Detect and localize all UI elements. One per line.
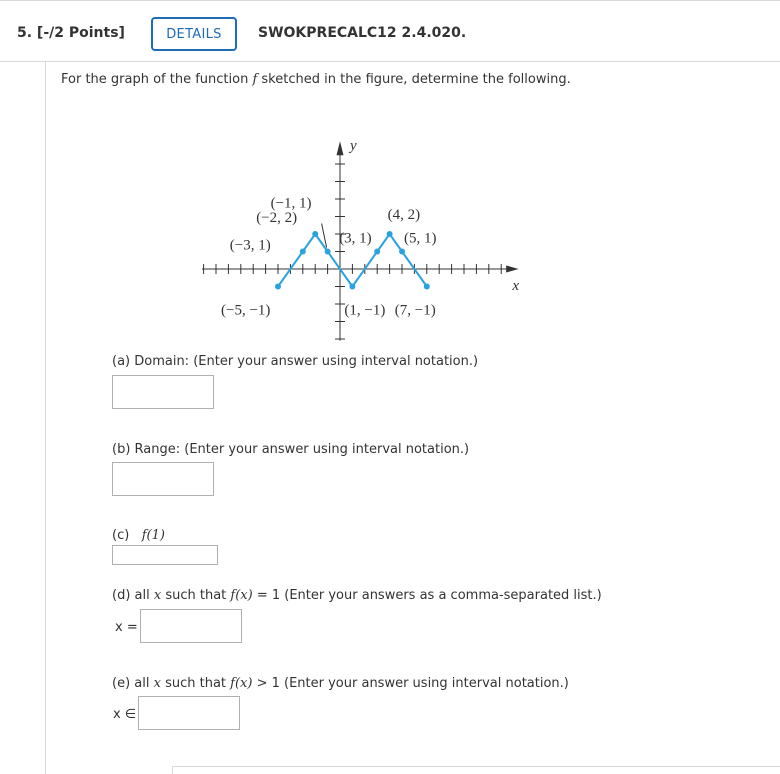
- point-label: (5, 1): [404, 230, 437, 247]
- details-button[interactable]: DETAILS: [151, 17, 237, 51]
- graph-point: [424, 284, 430, 290]
- question-header: [0, 0, 780, 62]
- point-label: (4, 2): [387, 207, 421, 223]
- next-question-edge: [172, 766, 780, 774]
- graph-segment: [377, 234, 389, 252]
- part-e-prefix: (e) all: [112, 676, 154, 691]
- part-d-label: [112, 588, 602, 603]
- prompt-function-name: f: [252, 72, 258, 87]
- part-e-input-prefix: x ∈: [113, 707, 137, 722]
- prompt-text-before: For the graph of the function: [61, 72, 253, 87]
- graph-point-labels: [221, 196, 437, 319]
- graph-point: [387, 231, 393, 237]
- part-c-label: [112, 528, 165, 543]
- point-label: (3, 1): [339, 230, 372, 247]
- graph-point: [374, 249, 380, 255]
- range-input[interactable]: [112, 462, 214, 496]
- question-number: 5. [-/2 Points]: [17, 25, 125, 41]
- part-e-func: f(x): [230, 676, 253, 691]
- graph-point: [325, 249, 331, 255]
- part-d-prefix: (d) all: [112, 588, 154, 603]
- domain-input[interactable]: [112, 375, 214, 409]
- f-greater-1-input[interactable]: [138, 696, 240, 730]
- graph-segment: [303, 234, 315, 252]
- prompt-text-after: sketched in the figure, determine the following.: [257, 72, 571, 87]
- part-d-var: x: [153, 588, 162, 603]
- part-a-label: (a) Domain: (Enter your answer using interval notation.): [112, 354, 479, 369]
- part-e-label: [112, 676, 569, 691]
- part-c-prefix: (c): [112, 528, 130, 543]
- graph-point: [275, 284, 281, 290]
- part-e-var: x: [153, 676, 161, 691]
- f-equals-1-input[interactable]: [140, 609, 242, 643]
- problem-code: SWOKPRECALC12 2.4.020.: [258, 25, 467, 41]
- part-e-mid: such that: [160, 676, 231, 691]
- question-prompt: [61, 72, 571, 87]
- graph-point: [349, 284, 355, 290]
- part-d-mid: such that: [161, 588, 231, 603]
- point-label: (7, −1): [394, 302, 436, 319]
- part-c-function: f(1): [141, 528, 165, 543]
- part-d-func: f(x): [230, 588, 253, 603]
- point-label: (1, −1): [344, 302, 386, 319]
- point-label: (−5, −1): [221, 302, 271, 319]
- point-label: (−1, 1): [270, 195, 312, 212]
- x-axis-label: x: [512, 278, 520, 294]
- point-label: (−2, 2): [256, 210, 298, 226]
- f-of-1-input[interactable]: [112, 545, 218, 565]
- point-label: (−3, 1): [229, 237, 271, 254]
- function-graph: [196, 112, 536, 342]
- part-d-suffix: = 1 (Enter your answers as a comma-separated list.): [252, 588, 602, 603]
- part-e-suffix: > 1 (Enter your answer using interval notation.): [252, 676, 569, 691]
- graph-point: [399, 249, 405, 255]
- graph-point: [300, 249, 306, 255]
- part-b-label: (b) Range: (Enter your answer using interval notation.): [112, 442, 470, 457]
- x-axis-arrow: [506, 266, 518, 273]
- graph-point: [312, 231, 318, 237]
- y-axis-arrow: [337, 141, 344, 155]
- graph-segment: [390, 234, 402, 252]
- part-d-input-prefix: x =: [115, 620, 138, 635]
- y-axis-label: y: [350, 138, 357, 154]
